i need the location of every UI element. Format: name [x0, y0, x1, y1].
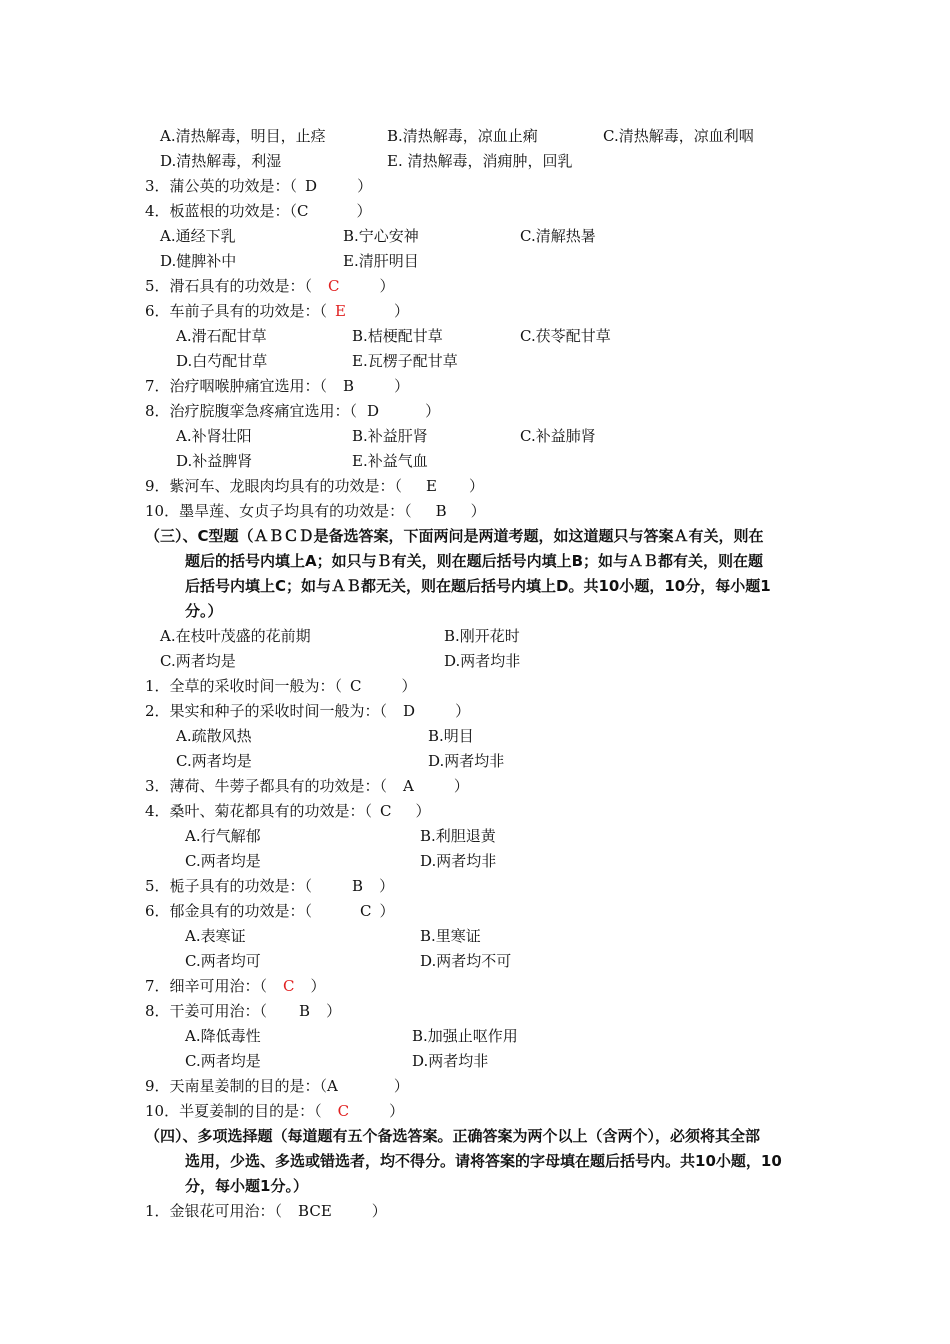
option-a: A.在枝叶茂盛的花前期 — [160, 627, 311, 645]
option-b: B.宁心安神 — [343, 227, 419, 245]
option-d: D.两者均非 — [428, 752, 505, 770]
option-d: D.补益脾肾 — [176, 452, 253, 470]
question-8: 8．治疗脘腹挛急疼痛宜选用：（ D ） — [145, 402, 441, 420]
question-5: 5．滑石具有的功效是：（ C ） — [145, 277, 395, 295]
option-a: A.滑石配甘草 — [176, 327, 267, 345]
question-7: 7．治疗咽喉肿痛宜选用：（ B ） — [145, 377, 410, 395]
section-heading-4: （四）、多项选择题（每道题有五个备选答案。正确答案为两个以上（含两个），必须将其全部 — [145, 1127, 761, 1145]
answer: D — [403, 702, 416, 720]
answer: E — [335, 302, 346, 320]
c-question-10: 10．半夏姜制的目的是：（ C ） — [145, 1102, 405, 1120]
question-3: 3．蒲公英的功效是：（ D ） — [145, 177, 373, 195]
option-a: A.疏散风热 — [176, 727, 252, 745]
multi-question-1: 1．金银花可用治：（ BCE ） — [145, 1202, 387, 1220]
option-c: C.清热解毒，凉血利咽 — [603, 127, 754, 145]
answer: C — [297, 202, 309, 220]
answer: D — [305, 177, 318, 195]
c-question-7: 7．细辛可用治：（ C ） — [145, 977, 326, 995]
option-e: E.清肝明目 — [343, 252, 419, 270]
option-d: D.两者均非 — [420, 852, 497, 870]
answer: A — [327, 1077, 338, 1095]
c-question-4: 4．桑叶、菊花都具有的功效是：（ C ） — [145, 802, 431, 820]
c-question-8: 8．干姜可用治：（ B ） — [145, 1002, 342, 1020]
option-e: E. 清热解毒，消痈肿，回乳 — [387, 152, 573, 170]
c-question-1: 1．全草的采收时间一般为：（ C ） — [145, 677, 417, 695]
option-b: B.补益肝肾 — [352, 427, 428, 445]
options-row — [160, 126, 326, 146]
option-e: E.补益气血 — [352, 452, 428, 470]
answer: C — [360, 902, 372, 920]
option-b: B.利胆退黄 — [420, 827, 496, 845]
option-d: D.健脾补中 — [160, 252, 237, 270]
answer: C — [337, 1102, 350, 1120]
answer: A — [403, 777, 414, 795]
option-c: C.补益肺肾 — [520, 427, 596, 445]
option-c: C.茯苓配甘草 — [520, 327, 611, 345]
option-d: D.白芍配甘草 — [176, 352, 268, 370]
answer: BCE — [298, 1202, 332, 1220]
option-a: A.表寒证 — [185, 927, 246, 945]
option-a: A.行气解郁 — [185, 827, 261, 845]
option-d: D.两者均不可 — [420, 952, 512, 970]
option-b: B.刚开花时 — [444, 627, 520, 645]
c-question-5: 5．栀子具有的功效是：（ B ） — [145, 877, 395, 895]
option-c: C.两者均是 — [185, 852, 261, 870]
c-question-2: 2．果实和种子的采收时间一般为：（ D ） — [145, 702, 471, 720]
option-b: B.加强止呕作用 — [412, 1027, 518, 1045]
answer: C — [283, 977, 295, 995]
option-e: E.瓦楞子配甘草 — [352, 352, 458, 370]
c-question-3: 3．薄荷、牛蒡子都具有的功效是：（ A ） — [145, 777, 469, 795]
answer: E — [426, 477, 437, 495]
option-b: B.清热解毒，凉血止痢 — [387, 127, 538, 145]
option-c: C.清解热暑 — [520, 227, 596, 245]
answer: B — [299, 1002, 311, 1020]
option-b: B.桔梗配甘草 — [352, 327, 443, 345]
answer: B — [343, 377, 355, 395]
question-4: 4．板蓝根的功效是：（C ） — [145, 202, 372, 220]
answer: C — [350, 677, 362, 695]
option-c: C.两者均是 — [176, 752, 252, 770]
answer: C — [380, 802, 392, 820]
answer: B — [352, 877, 364, 895]
option-a: A.降低毒性 — [185, 1027, 261, 1045]
answer: C — [328, 277, 340, 295]
option-a: A.清热解毒，明目，止痉 — [160, 127, 326, 145]
option-b: B.里寒证 — [420, 927, 481, 945]
question-6: 6．车前子具有的功效是：（ E ） — [145, 302, 410, 320]
option-d: D.两者均非 — [412, 1052, 489, 1070]
c-question-9: 9．天南星姜制的目的是：（A ） — [145, 1077, 409, 1095]
answer: B — [435, 502, 447, 520]
option-d: D.清热解毒，利湿 — [160, 152, 282, 170]
question-10: 10．墨旱莲、女贞子均具有的功效是：（ B ） — [145, 502, 486, 520]
option-c: C.两者均是 — [160, 652, 236, 670]
c-question-6: 6．郁金具有的功效是：（ C ） — [145, 902, 395, 920]
option-b: B.明目 — [428, 727, 474, 745]
section-heading-3: （三）、C型题（ＡＢＣＤ是备选答案，下面两问是两道考题，如这道题只与答案Ａ有关，则在 — [145, 527, 764, 545]
question-9: 9．紫河车、龙眼肉均具有的功效是：（ E ） — [145, 477, 485, 495]
option-c: C.两者均是 — [185, 1052, 261, 1070]
option-a: A.通经下乳 — [160, 227, 236, 245]
option-d: D.两者均非 — [444, 652, 521, 670]
option-c: C.两者均可 — [185, 952, 261, 970]
answer: D — [367, 402, 380, 420]
option-a: A.补肾壮阳 — [176, 427, 252, 445]
